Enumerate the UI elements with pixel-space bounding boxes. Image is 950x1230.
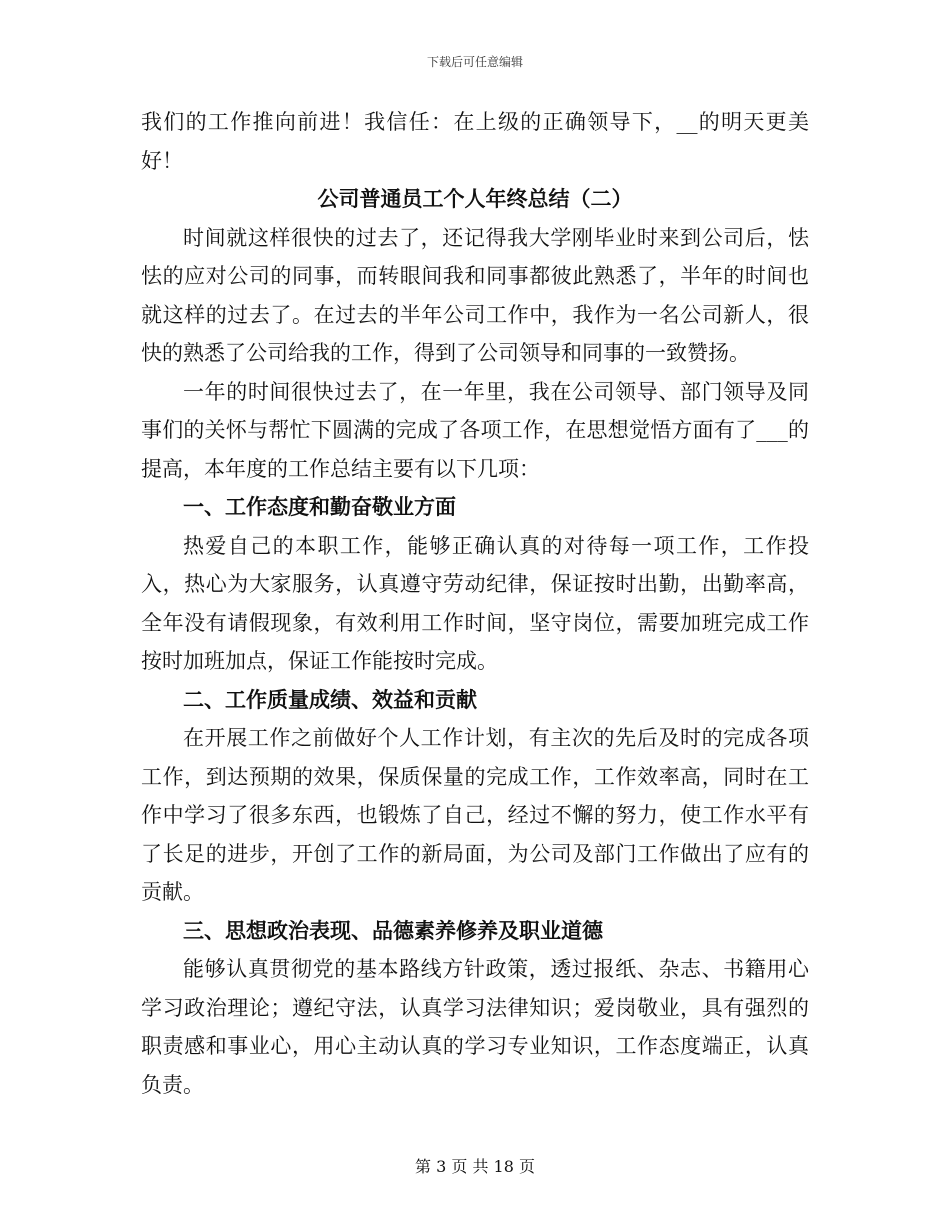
intro-paragraph-2: 一年的时间很快过去了，在一年里，我在公司领导、部门领导及同事们的关怀与帮忙下圆满的完成了各项工作，在思想觉悟方面有了___的提高，本年度的工作总结主要有以下几项： [141,379,809,481]
section-heading-3: 三、思想政治表现、品德素养修养及职业道德 [183,917,603,943]
page-number: 第 3 页 共 18 页 [415,1157,535,1176]
intro-paragraph-1: 时间就这样很快的过去了，还记得我大学刚毕业时来到公司后，怯怯的应对公司的同事，而转眼间我和同事都彼此熟悉了，半年的时间也就这样的过去了。在过去的半年公司工作中，我作为一名公司新人，很快的熟悉了公司给我的工作，得到了公司领导和同事的一致赞扬。 [141,225,809,365]
section-heading-1: 一、工作态度和勤奋敬业方面 [183,494,456,519]
page-header: 下载后可任意编辑 [426,55,523,69]
document-body [141,103,809,1104]
section-body-2: 在开展工作之前做好个人工作计划，有主次的先后及时的完成各项工作，到达预期的效果，保质保量的完成工作，工作效率高，同时在工作中学习了很多东西，也锻炼了自己，经过不懈的努力，使工作水平有了长足的进步，开创了工作的新局面，为公司及部门工作做出了应有的贡献。 [141,726,809,904]
section-heading-2: 二、工作质量成绩、效益和贡献 [183,686,477,712]
opening-paragraph: 我们的工作推向前进！我信任：在上级的正确领导下，__的明天更美好！ [141,110,809,173]
section-body-1: 热爱自己的本职工作，能够正确认真的对待每一项工作，工作投入，热心为大家服务，认真遵守劳动纪律，保证按时出勤，出勤率高，全年没有请假现象，有效利用工作时间，坚守岗位，需要加班完成工作按时加班加点，保证工作能按时完成。 [141,533,809,673]
document-title: 公司普通员工个人年终总结（二） [317,186,633,211]
section-body-3: 能够认真贯彻党的基本路线方针政策，透过报纸、杂志、书籍用心学习政治理论；遵纪守法，认真学习法律知识；爱岗敬业，具有强烈的职责感和事业心，用心主动认真的学习专业知识，工作态度端正，认真负责。 [141,957,809,1097]
